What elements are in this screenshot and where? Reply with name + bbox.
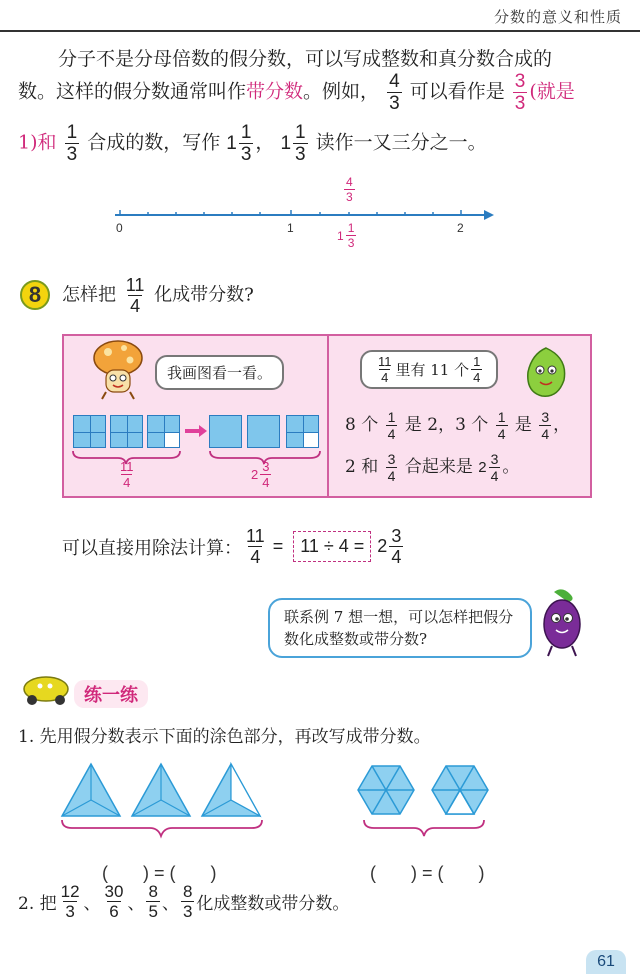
speech-bubble-right: $\frac{11}{4}$ 里有 11 个 $\frac{1}{4}$: [360, 350, 498, 389]
paragraph-line-3: 1)和 $\frac{1}{3}$ 合成的数，写作 1 $\frac{1}{3}$ ， 1 $\frac{1}{3}$ 读作一又三分之一。: [18, 122, 487, 165]
fraction-4-3: $\frac{4}{3}$: [389, 71, 400, 114]
answer-blanks-hexagons[interactable]: ( ) = ( ): [370, 863, 485, 883]
header-title: 分数的意义和性质: [493, 8, 622, 26]
lemon-car-icon: [18, 672, 74, 706]
header-rule: [0, 30, 640, 32]
speech-bubble-left: 我画图看一看。: [155, 355, 284, 390]
tick-1: 1: [287, 221, 294, 235]
term-mixed-number: 带分数: [246, 80, 304, 103]
example-question: 怎样把 $\frac{11}{4}$ 化成带分数?: [62, 275, 254, 316]
brace-label-11-4: $\frac{11}{4}$: [120, 459, 134, 490]
reasoning-line-2: 2 和 $\frac{3}{4}$ 合起来是 2 $\frac{3}{4}$ 。: [345, 451, 520, 484]
mixed-number-1-1-3-b: 1 $\frac{1}{3}$: [280, 122, 306, 165]
practice-question-1: 1. 先用假分数表示下面的涂色部分，再改写成带分数。: [18, 727, 431, 747]
answer-blanks-triangles[interactable]: ( ) = ( ): [102, 863, 217, 883]
number-line-label-4-3: $\frac{4}{3}$: [346, 175, 353, 204]
number-line-label-1-1-3: 1 $\frac{1}{3}$: [337, 221, 355, 250]
number-line: [0, 170, 640, 250]
braces-under-squares: [70, 449, 324, 465]
brace-label-2-3-4: 2 $\frac{3}{4}$: [251, 459, 270, 490]
page-number: 61: [586, 950, 626, 974]
paragraph-line-2: 数。这样的假分数通常叫作带分数。例如， $\frac{4}{3}$ 可以看作是 $\frac{3}{3}$ (就是: [18, 71, 575, 114]
squares-group-2-3-4: [209, 415, 321, 449]
eggplant-character-icon: [532, 584, 592, 660]
example-box-divider: [327, 334, 329, 498]
triangles-figure: [58, 760, 268, 840]
squares-group-11-4: [73, 415, 183, 449]
reasoning-line-1: 8 个 $\frac{1}{4}$ 是 2，3 个 $\frac{1}{4}$ 是 $\frac{3}{4}$ ，: [345, 409, 571, 442]
fraction-1-3: $\frac{1}{3}$: [66, 122, 78, 165]
fraction-3-3: $\frac{3}{3}$: [514, 71, 526, 114]
tick-0: 0: [116, 221, 123, 235]
tick-2: 2: [457, 221, 464, 235]
practice-title: 练一练: [74, 680, 148, 708]
example-number-badge: 8: [20, 280, 50, 310]
paragraph-line-1: 分子不是分母倍数的假分数，可以写成整数和真分数合成的: [58, 48, 553, 70]
mixed-number-1-1-3: 1 $\frac{1}{3}$: [226, 122, 252, 165]
hint-speech-bubble: 联系例 7 想一想，可以怎样把假分数化成整数或带分数?: [268, 598, 532, 658]
practice-question-2: 2. 把 $\frac{12}{3}$ 、 $\frac{30}{6}$ 、 $\frac{8}{5}$ 、 $\frac{8}{3}$ 化成整数或带分数。: [18, 882, 350, 921]
arrow-right-icon: [184, 424, 208, 438]
division-expression-box: 11 ÷ 4 =: [293, 531, 371, 562]
leaf-character-icon: [520, 344, 572, 402]
hexagons-figure: [352, 760, 502, 840]
division-explanation: 可以直接用除法计算： $\frac{11}{4}$ = 11 ÷ 4 = 2 $\frac{3}{4}$: [62, 526, 402, 567]
mushroom-character-icon: [92, 338, 144, 400]
